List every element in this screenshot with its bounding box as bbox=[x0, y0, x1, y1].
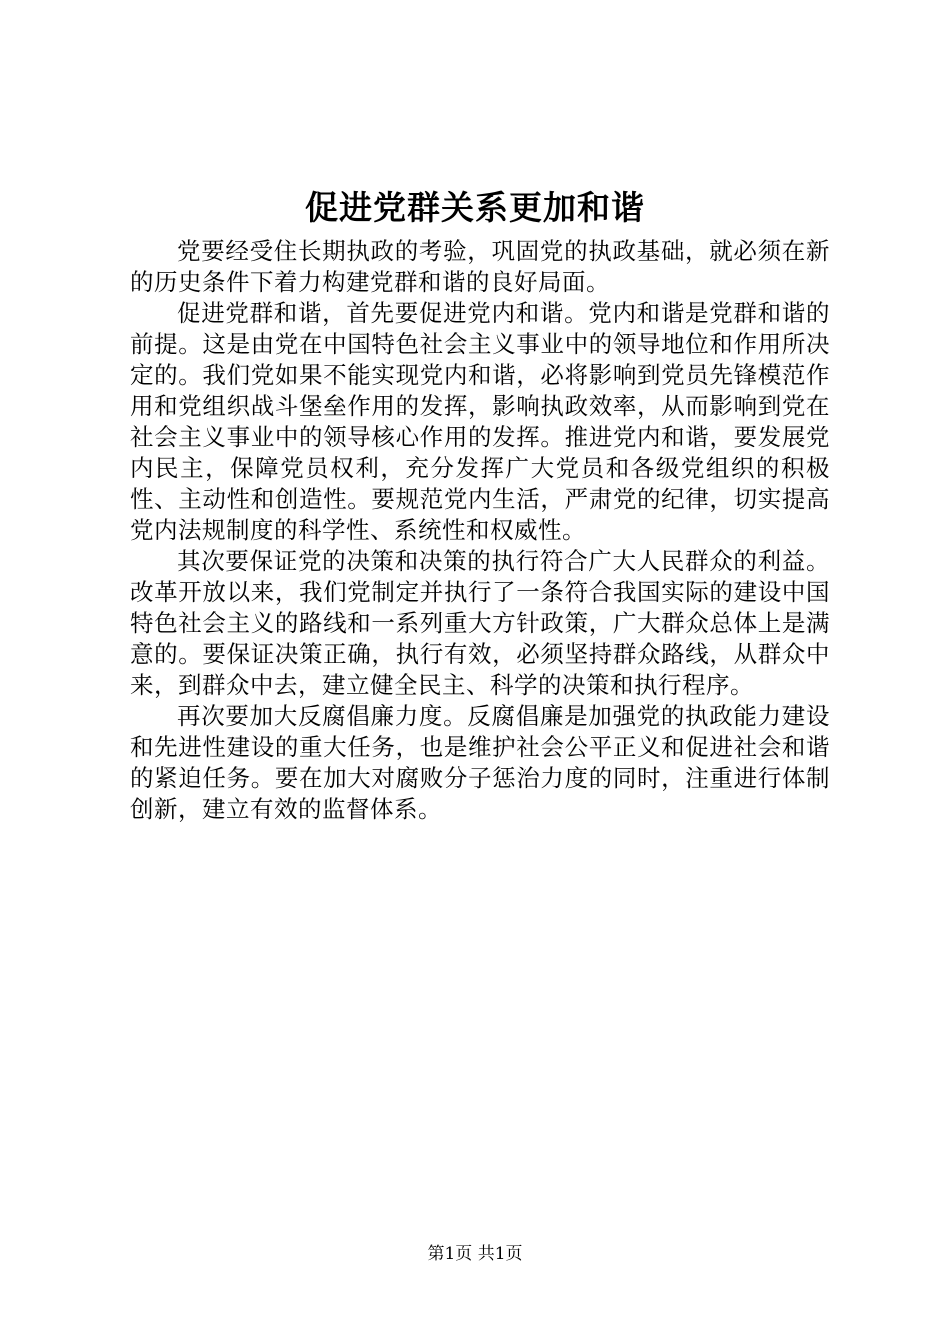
page-number-footer: 第1页 共1页 bbox=[427, 1244, 523, 1264]
paragraph-2: 促进党群和谐，首先要促进党内和谐。党内和谐是党群和谐的前提。这是由党在中国特色社会主义事业中的领导地位和作用所决定的。我们党如果不能实现党内和谐，必将影响到党员先锋模范作用和党组织战斗堡垒作用的发挥，影响执政效率，从而影响到党在社会主义事业中的领导核心作用的发挥。推进党内和谐，要发展党内民主，保障党员权利，充分发挥广大党员和各级党组织的积极性、主动性和创造性。要规范党内生活，严肃党的纪律，切实提高党内法规制度的科学性、系统性和权威性。 bbox=[130, 299, 830, 544]
paragraph-4: 再次要加大反腐倡廉力度。反腐倡廉是加强党的执政能力建设和先进性建设的重大任务，也是维护社会公平正义和促进社会和谐的紧迫任务。要在加大对腐败分子惩治力度的同时，注重进行体制创新，建立有效的监督体系。 bbox=[130, 702, 830, 823]
document-title: 促进党群关系更加和谐 bbox=[305, 188, 645, 227]
paragraph-1: 党要经受住长期执政的考验，巩固党的执政基础，就必须在新的历史条件下着力构建党群和谐的良好局面。 bbox=[130, 237, 830, 296]
paragraph-3: 其次要保证党的决策和决策的执行符合广大人民群众的利益。改革开放以来，我们党制定并执行了一条符合我国实际的建设中国特色社会主义的路线和一系列重大方针政策，广大群众总体上是满意的。要保证决策正确，执行有效，必须坚持群众路线，从群众中来，到群众中去，建立健全民主、科学的决策和执行程序。 bbox=[130, 547, 830, 699]
document-body bbox=[130, 236, 830, 825]
